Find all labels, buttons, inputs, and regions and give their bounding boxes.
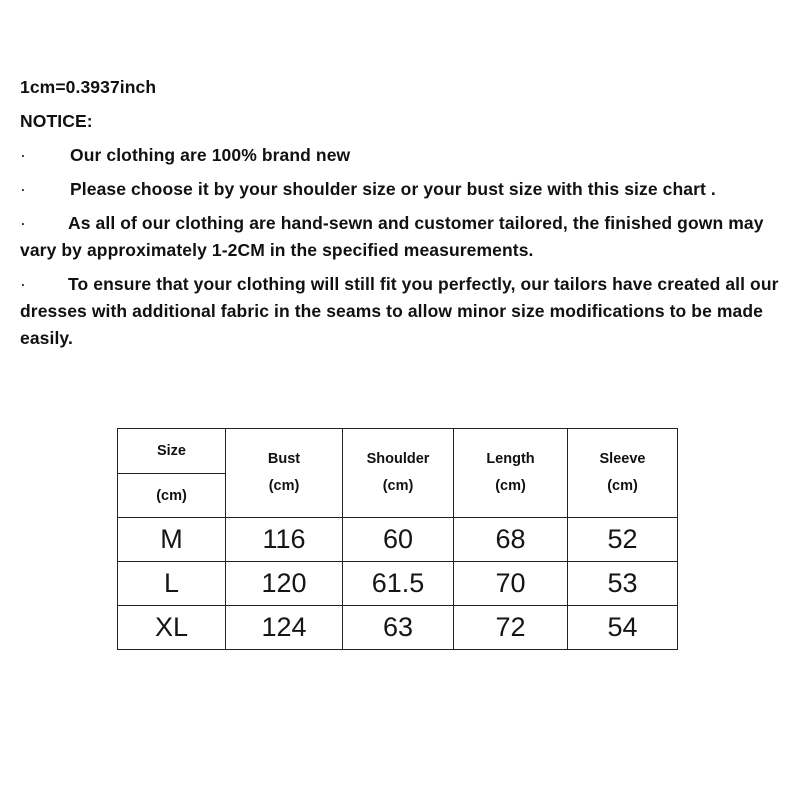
header-bust-label: Bust — [267, 451, 301, 467]
bullet-icon: · — [20, 179, 26, 199]
table-row — [118, 606, 678, 650]
header-bust-unit: (cm) — [268, 478, 300, 494]
header-length-label: Length — [486, 451, 535, 467]
notes-section — [20, 74, 780, 352]
cell-length: 72 — [454, 606, 568, 650]
cell-size: M — [118, 518, 226, 562]
cell-shoulder: 60 — [343, 518, 454, 562]
size-chart-table — [117, 428, 678, 650]
header-shoulder — [343, 429, 454, 518]
bullet-icon: · — [20, 213, 26, 233]
header-sleeve-unit: (cm) — [607, 478, 638, 494]
cell-shoulder: 61.5 — [343, 562, 454, 606]
header-length — [454, 429, 568, 518]
table-row — [118, 562, 678, 606]
cell-size: L — [118, 562, 226, 606]
header-size-unit: (cm) — [118, 474, 226, 518]
notice-text-1: Our clothing are 100% brand new — [70, 145, 351, 165]
cell-sleeve: 54 — [568, 606, 678, 650]
notice-text-2: Please choose it by your shoulder size or your bust size with this size chart . — [70, 179, 716, 199]
header-length-unit: (cm) — [495, 478, 526, 494]
notice-heading: NOTICE: — [20, 111, 93, 131]
cell-bust: 124 — [226, 606, 343, 650]
cell-bust: 116 — [226, 518, 343, 562]
bullet-icon: · — [20, 145, 26, 165]
table-row — [118, 518, 678, 562]
header-sleeve-label: Sleeve — [599, 451, 646, 467]
bullet-icon: · — [20, 274, 26, 294]
cell-size: XL — [118, 606, 226, 650]
header-size-label: Size — [118, 429, 226, 474]
cell-sleeve: 53 — [568, 562, 678, 606]
cell-shoulder: 63 — [343, 606, 454, 650]
notice-item-1 — [20, 142, 780, 169]
notice-item-3 — [20, 210, 780, 264]
notice-item-4 — [20, 271, 780, 352]
notice-text-4: To ensure that your clothing will still fit you perfectly, our tailors have created all our dresses with additional fabric in the seams to allow minor size modifications to be made easily. — [20, 274, 779, 348]
notice-item-2 — [20, 176, 780, 203]
header-shoulder-label: Shoulder — [366, 451, 430, 467]
unit-conversion: 1cm=0.3937inch — [20, 77, 157, 97]
cell-length: 70 — [454, 562, 568, 606]
notice-text-3: As all of our clothing are hand-sewn and customer tailored, the finished gown may vary by approximately 1-2CM in the specified measurements. — [20, 213, 764, 260]
header-shoulder-unit: (cm) — [382, 478, 414, 494]
cell-bust: 120 — [226, 562, 343, 606]
header-sleeve — [568, 429, 678, 518]
header-bust — [226, 429, 343, 518]
cell-sleeve: 52 — [568, 518, 678, 562]
cell-length: 68 — [454, 518, 568, 562]
